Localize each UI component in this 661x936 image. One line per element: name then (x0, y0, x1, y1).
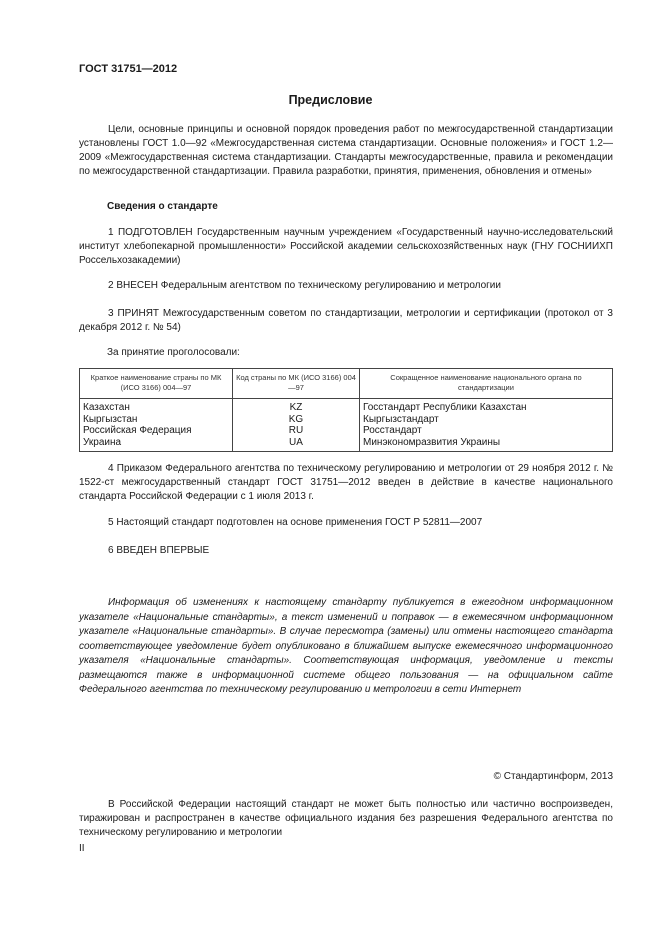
section-title: Сведения о стандарте (107, 201, 218, 212)
page-title: Предисловие (288, 93, 373, 107)
header-country-code: Код страны по МК (ИСО 3166) 004—97 (233, 369, 360, 399)
changes-information-notice: Информация об изменениях к настоящему стандарту публикуется в ежегодном информационном указателе «Национальные стандарты», а текст изменений и поправок — в ежемесячном информационном указателе «Национальные стандарты». В случае пересмотра (замены) или отмены настоящего стандарта соответствующее уведомление будет опубликовано в ближайшем выпуске ежемесячного информационного указателя «Национальные стандарты». Соответствующая информация, уведомление и тексты размещаются также в информационной системе общего пользования — на официальном сайте Федерального агентства по техническому регулированию и метрологии в сети Интернет (79, 597, 613, 695)
country-name-cell: Казахстан (80, 399, 233, 414)
document-code: ГОСТ 31751—2012 (79, 63, 178, 75)
header-country-name: Краткое наименование страны по МК (ИСО 3166) 004—97 (80, 369, 233, 399)
voting-countries-table (79, 368, 613, 452)
copyright-notice: © Стандартинформ, 2013 (493, 771, 613, 782)
item-1-prepared: 1 ПОДГОТОВЛЕН Государственным научным учреждением «Государственный научно-исследовательский институт хлебопекарной промышленности» Российской академии сельскохозяйственных наук (ГНУ ГОСНИИХП Россельхозакадемии) (79, 227, 613, 266)
table-row (80, 437, 613, 452)
page-number: II (79, 843, 85, 854)
standards-body-cell: Госстандарт Республики Казахстан (360, 399, 613, 414)
vote-label: За принятие проголосовали: (107, 347, 240, 358)
table-row (80, 414, 613, 426)
item-3-adopted: 3 ПРИНЯТ Межгосударственным советом по стандартизации, метрологии и сертификации (протокол от 3 декабря 2012 г. № 54) (79, 308, 613, 333)
table-row (80, 425, 613, 437)
reproduction-notice: В Российской Федерации настоящий стандарт не может быть полностью или частично воспроизведен, тиражирован и распространен в качестве официального издания без разрешения Федерального агентства по техническому регулированию и метрологии (79, 799, 613, 838)
country-code-cell: UA (233, 437, 360, 452)
country-code-cell: RU (233, 425, 360, 437)
country-name-cell: Украина (80, 437, 233, 452)
table-row (80, 399, 613, 414)
item-4-order: 4 Приказом Федерального агентства по техническому регулированию и метрологии от 29 ноября 2012 г. № 1522-ст межгосударственный стандарт ГОСТ 31751—2012 введен в действие в качестве национального стандарта Российской Федерации с 1 июля 2013 г. (79, 463, 613, 502)
item-5-basis: 5 Настоящий стандарт подготовлен на основе применения ГОСТ Р 52811—2007 (108, 517, 483, 528)
header-standards-body: Сокращенное наименование национального органа по стандартизации (360, 369, 613, 399)
country-name-cell: Российская Федерация (80, 425, 233, 437)
standards-body-cell: Кыргызстандарт (360, 414, 613, 426)
standards-body-cell: Минэкономразвития Украины (360, 437, 613, 452)
item-6-first-introduced: 6 ВВЕДЕН ВПЕРВЫЕ (108, 545, 210, 556)
country-name-cell: Кыргызстан (80, 414, 233, 426)
intro-paragraph: Цели, основные принципы и основной порядок проведения работ по межгосударственной стандартизации установлены ГОСТ 1.0—92 «Межгосударственная система стандартизации. Основные положения» и ГОСТ 1.2—2009 «Межгосударственная система стандартизации. Стандарты межгосударственные, правила и рекомендации по межгосударственной стандартизации. Правила разработки, принятия, применения, обновления и отмены» (79, 124, 613, 177)
item-2-submitted: 2 ВНЕСЕН Федеральным агентством по техническому регулированию и метрологии (108, 280, 501, 291)
table-header-row (80, 369, 613, 399)
standards-body-cell: Росстандарт (360, 425, 613, 437)
country-code-cell: KG (233, 414, 360, 426)
country-code-cell: KZ (233, 399, 360, 414)
